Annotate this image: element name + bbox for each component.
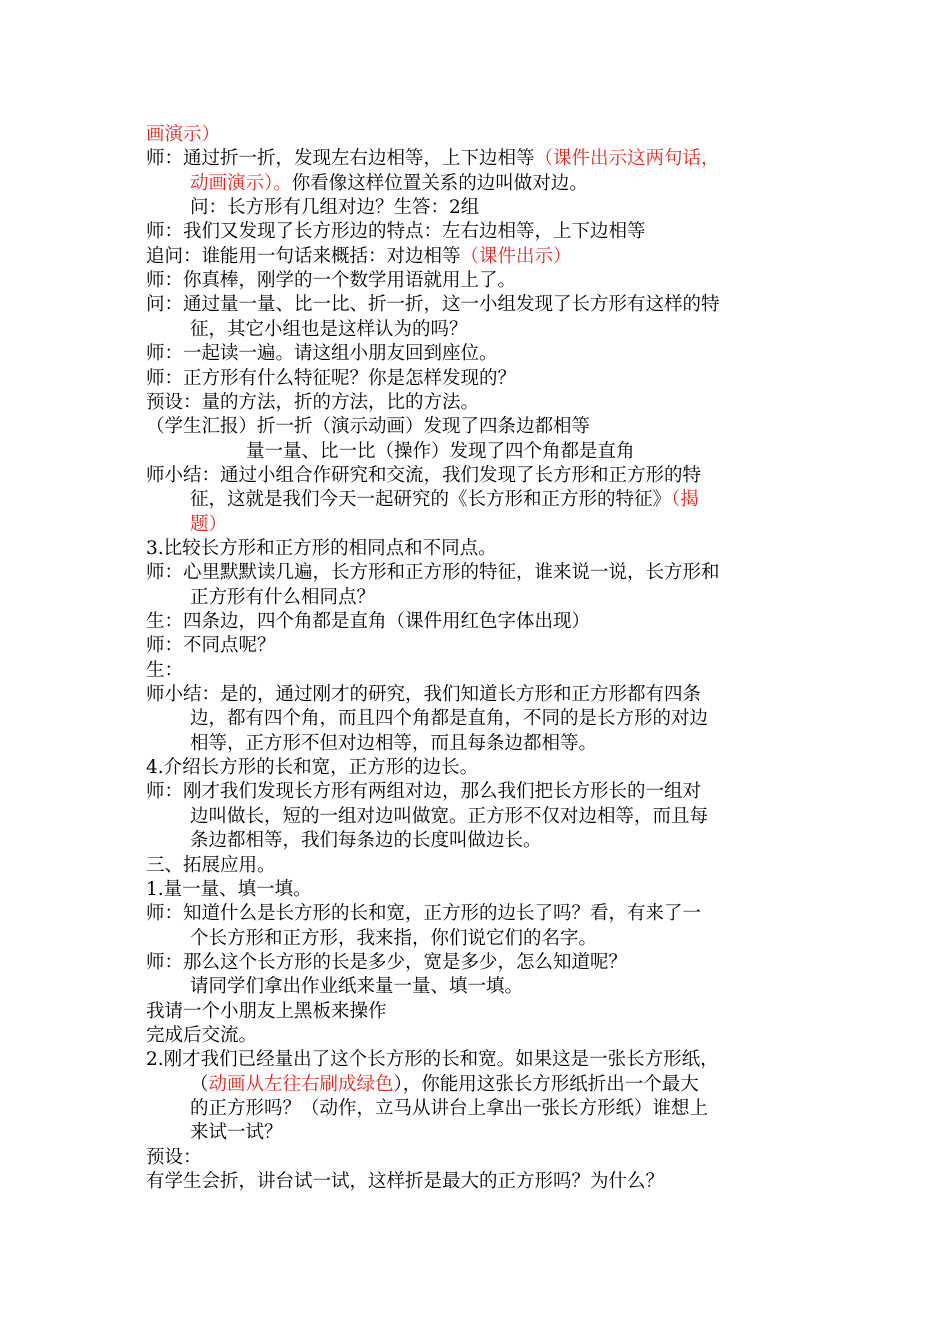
text-segment: 条边都相等，我们每条边的长度叫做边长。	[190, 830, 542, 851]
text-segment: 量一量、比一比（操作）发现了四个角都是直角	[246, 441, 635, 462]
text-line	[146, 268, 826, 293]
text-line	[190, 828, 870, 853]
text-segment: ），你能用这张长方形纸折出一个最大	[393, 1074, 699, 1095]
text-line	[190, 195, 870, 220]
text-line	[146, 999, 826, 1024]
text-line	[146, 779, 826, 804]
text-line	[190, 974, 870, 999]
text-line	[146, 122, 826, 147]
highlighted-text: 动画演示）。	[190, 173, 292, 194]
text-segment: 我请一个小朋友上黑板来操作	[146, 1001, 387, 1022]
text-segment: 生：	[146, 660, 184, 681]
text-segment: 师：心里默默读几遍，长方形和正方形的特征，谁来说一说，长方形和	[146, 562, 720, 583]
text-segment: 正方形有什么相同点？	[190, 587, 376, 608]
text-line	[146, 536, 826, 561]
highlighted-text: 题）	[190, 514, 228, 535]
text-line	[146, 950, 826, 975]
text-line	[146, 414, 826, 439]
highlighted-text: （课件出示这两句话，	[534, 148, 720, 169]
highlighted-text: 画演示）	[146, 124, 221, 145]
text-segment: 追问：谁能用一句话来概括：对边相等	[146, 246, 461, 267]
text-segment: 征，这就是我们今天一起研究的《长方形和正方形的特征》	[190, 489, 672, 510]
text-segment: 相等，正方形不但对边相等，而且每条边都相等。	[190, 733, 598, 754]
text-segment: 预设：	[146, 1147, 202, 1168]
text-line	[190, 706, 870, 731]
text-segment: 师：那么这个长方形的长是多少，宽是多少，怎么知道呢？	[146, 952, 628, 973]
text-line	[190, 171, 870, 196]
text-line	[146, 877, 826, 902]
text-line	[190, 317, 870, 342]
text-segment: 你看像这样位置关系的边叫做对边。	[291, 173, 588, 194]
text-line	[146, 682, 826, 707]
text-line	[146, 853, 826, 878]
text-segment: 师：通过折一折，发现左右边相等，上下边相等	[146, 148, 535, 169]
text-segment: 个长方形和正方形，我来指，你们说它们的名字。	[190, 928, 598, 949]
text-segment: 有学生会折，讲台试一试，这样折是最大的正方形吗？为什么？	[146, 1171, 665, 1192]
text-segment: 师：知道什么是长方形的长和宽，正方形的边长了吗？看，有来了一	[146, 903, 702, 924]
text-segment: 师：一起读一遍。请这组小朋友回到座位。	[146, 343, 498, 364]
text-line	[190, 487, 870, 512]
text-line	[146, 633, 826, 658]
text-line	[190, 1120, 870, 1145]
text-segment: 问：长方形有几组对边？生答：2组	[190, 197, 480, 218]
text-segment: 师：刚才我们发现长方形有两组对边，那么我们把长方形长的一组对	[146, 781, 702, 802]
text-line	[146, 1169, 826, 1194]
text-segment: 师小结：是的，通过刚才的研究，我们知道长方形和正方形都有四条	[146, 684, 702, 705]
text-line	[146, 1047, 826, 1072]
text-line	[146, 244, 826, 269]
highlighted-text: 动画从左往右刷成绿色	[208, 1074, 394, 1095]
text-line	[190, 585, 870, 610]
text-line	[190, 1072, 870, 1097]
text-line	[146, 1145, 826, 1170]
text-segment: 完成后交流。	[146, 1025, 258, 1046]
text-line	[190, 926, 870, 951]
text-segment: 来试一试？	[190, 1122, 283, 1143]
text-line	[146, 366, 826, 391]
text-segment: 的正方形吗？（动作，立马从讲台上拿出一张长方形纸）谁想上	[190, 1098, 709, 1119]
text-segment: 2.刚才我们已经量出了这个长方形的长和宽。如果这是一张长方形纸，	[146, 1049, 719, 1070]
text-segment: （	[190, 1074, 209, 1095]
text-line	[146, 390, 826, 415]
text-segment: 边，都有四个角，而且四个角都是直角，不同的是长方形的对边	[190, 708, 709, 729]
text-segment: 问：通过量一量、比一比、折一折，这一小组发现了长方形有这样的特	[146, 294, 720, 315]
text-line	[190, 731, 870, 756]
text-line	[146, 146, 826, 171]
text-segment: 师：你真棒，刚学的一个数学用语就用上了。	[146, 270, 517, 291]
text-segment: 4.介绍长方形的长和宽，正方形的边长。	[146, 757, 479, 778]
text-segment: 3.比较长方形和正方形的相同点和不同点。	[146, 538, 497, 559]
text-line	[146, 219, 826, 244]
text-segment: 生：四条边，四个角都是直角（课件用红色字体出现）	[146, 611, 591, 632]
text-segment: 请同学们拿出作业纸来量一量、填一填。	[190, 976, 524, 997]
text-line	[146, 341, 826, 366]
text-segment: 师：我们又发现了长方形边的特点：左右边相等，上下边相等	[146, 221, 646, 242]
highlighted-text: （课件出示）	[460, 246, 572, 267]
text-segment: 征，其它小组也是这样认为的吗？	[190, 319, 468, 340]
text-segment: 边叫做长，短的一组对边叫做宽。正方形不仅对边相等，而且每	[190, 806, 709, 827]
text-line	[146, 658, 826, 683]
text-segment: 师小结：通过小组合作研究和交流，我们发现了长方形和正方形的特	[146, 465, 702, 486]
text-line	[246, 439, 926, 464]
text-segment: 1.量一量、填一填。	[146, 879, 312, 900]
text-segment: 预设：量的方法，折的方法，比的方法。	[146, 392, 480, 413]
text-line	[146, 560, 826, 585]
text-line	[146, 755, 826, 780]
text-line	[146, 463, 826, 488]
text-segment: 师：不同点呢？	[146, 635, 276, 656]
text-line	[146, 609, 826, 634]
highlighted-text: （揭	[671, 489, 699, 510]
text-line	[190, 1096, 870, 1121]
text-segment: 师：正方形有什么特征呢？你是怎样发现的？	[146, 368, 517, 389]
text-segment: （学生汇报）折一折（演示动画）发现了四条边都相等	[146, 416, 591, 437]
text-line	[146, 901, 826, 926]
text-line	[146, 1023, 826, 1048]
text-line	[190, 512, 870, 537]
text-line	[146, 292, 826, 317]
text-segment: 三、拓展应用。	[146, 855, 276, 876]
text-line	[190, 804, 870, 829]
